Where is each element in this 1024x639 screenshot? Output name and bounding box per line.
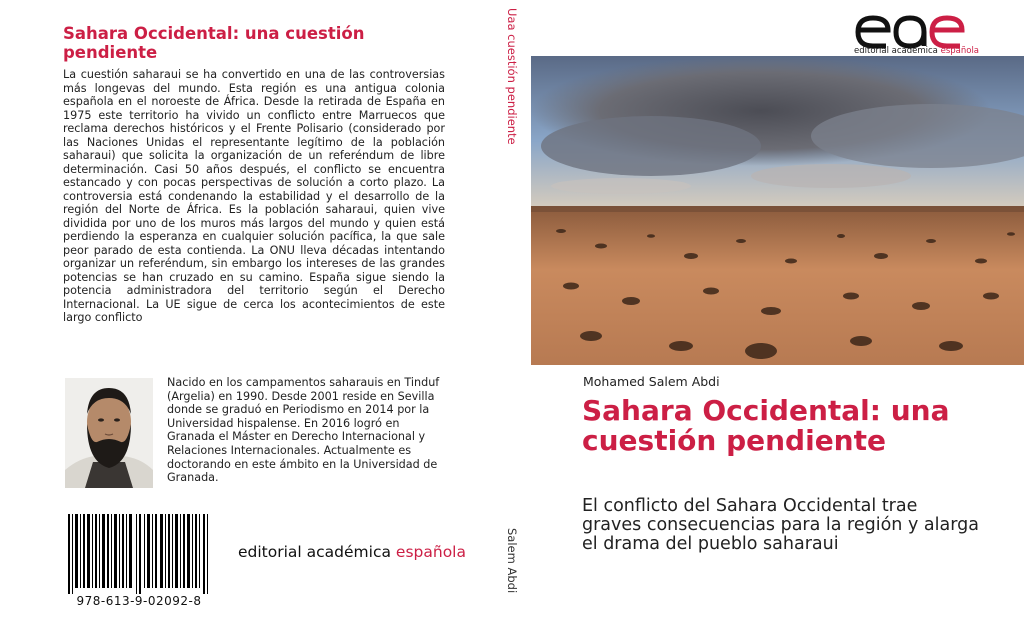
back-publisher-accent: española [395,543,466,561]
back-cover-title: Sahara Occidental: una cuestión pendiente [63,24,365,62]
back-publisher-main: editorial académica [238,543,391,561]
isbn-number: 978-613-9-02092-8 [76,594,202,608]
barcode-icon [66,514,212,594]
front-cover-subtitle: El conflicto del Sahara Occidental trae graves consecuencias para la región y alarga el drama del pueblo saharaui [582,496,979,554]
front-publisher-logo-text [854,46,979,56]
author-photo [65,378,153,488]
author-bio: Nacido en los campamentos saharauis en Tinduf (Argelia) en 1990. Desde 2001 reside en Sevilla donde se graduó en Periodismo en 2014 por la Universidad hispalense. En 2016 logró en Granada el Máster en Derecho Internacional y Relaciones Internacionales. Actualmente es doctorando en este ámbito en la Universidad de Granada. [167,376,440,485]
author-portrait-icon [65,378,153,488]
cover-desert-photo [531,56,1024,365]
front-cover-title: Sahara Occidental: una cuestión pendiente [582,394,950,457]
front-author-name: Mohamed Salem Abdi [583,374,720,389]
back-publisher-name [238,543,466,561]
back-cover-blurb: La cuestión saharaui se ha convertido en una de las controversias más longevas del mundo. Esta región es una antigua colonia española en el noroeste de África. Desde la retirada de España en 1975 este territorio ha vivido un conflicto entre Marruecos que reclama derechos históricos y el Frente Polisario (considerado por las Naciones Unidas el representante legítimo de la población saharaui) que solicita la organización de un referéndum de libre determinación. Casi 50 años después, el conflicto se encuentra estancado y con pocas perspectivas de solución a corto plazo. La controversia está condenando la estabilidad y el desarrollo de la región del Norte de África. Es la población saharaui, quien vive dividida por uno de los muros más largos del mundo y quien está perdiendo la esperanza en cualquier solución pacífica, la que sale peor parado de esta contienda. La ONU lleva décadas intentando organizar un referéndum, sin embargo los intereses de las grandes potencias se han cruzado en su camino. España sigue siendo la potencia administradora del territorio según el Derecho Internacional. La UE sigue de cerca los acontecimientos de este largo conflicto [63,68,445,324]
spine-author: Salem Abdi [505,528,519,594]
logo-text-main: editorial académica [854,46,938,56]
logo-text-accent: española [940,46,980,56]
spine-title: Uaa cuestión pendiente [505,8,519,145]
desert-landscape-icon [531,56,1024,365]
